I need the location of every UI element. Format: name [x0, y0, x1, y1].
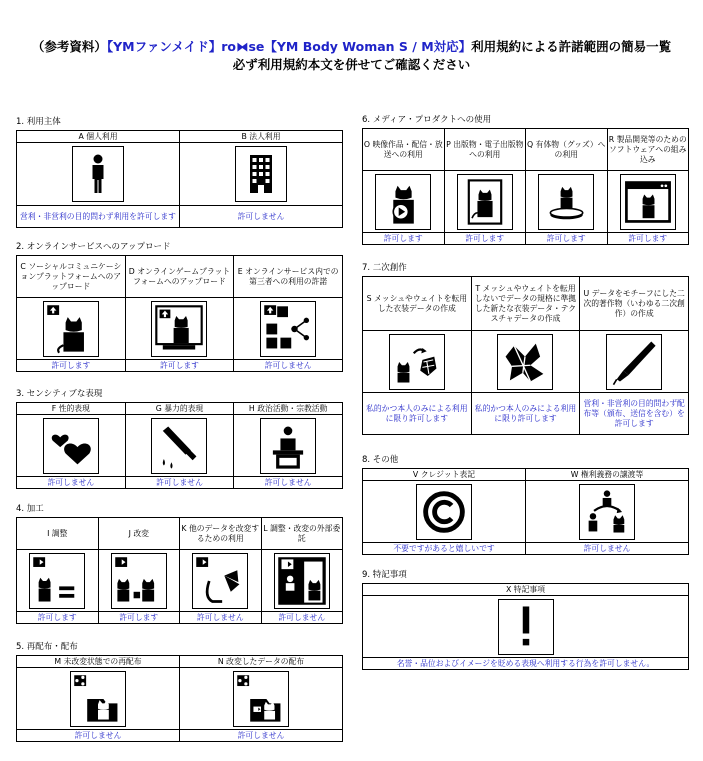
podium-icon: [260, 418, 316, 474]
upload-cat-icon: [43, 301, 99, 357]
item-head: E オンラインサービス内での第三者への利用の許諾: [234, 256, 343, 298]
item-foot: 許可しません: [17, 477, 126, 489]
section-label: 8. その他: [362, 455, 399, 465]
item-foot: 許可しません: [526, 543, 689, 555]
item-foot: 営利・非営利の目的問わず利用を許可します: [17, 206, 180, 228]
item-foot: 許可しません: [125, 477, 234, 489]
exclamation-icon: [498, 599, 554, 655]
item-foot: 許可します: [98, 612, 180, 624]
item-foot: 許可しません: [180, 730, 343, 742]
item-head: W 権利義務の譲渡等: [526, 469, 689, 481]
item-head: K 他のデータを改変するための利用: [180, 518, 262, 550]
distribute-modified-icon: [233, 671, 289, 727]
item-foot: 許可しません: [261, 612, 343, 624]
section-label: 1. 利用主体: [16, 117, 61, 127]
item-head: G 暴力的表現: [125, 403, 234, 415]
item-head: P 出版物・電子出版物への利用: [444, 129, 526, 171]
section-label: 5. 再配布・配布: [16, 642, 78, 652]
building-icon: [235, 146, 287, 202]
item-head: T メッシュやウェイトを転用しないでデータの規格に準拠した新たな衣装データ・テクスチャデータの作成: [471, 277, 580, 331]
person-icon: [72, 146, 124, 202]
item-foot: 私的かつ本人のみによる利用に限り許可します: [363, 393, 472, 435]
adjust-icon: [29, 553, 85, 609]
item-foot: 許可します: [363, 233, 445, 245]
item-head: L 調整・改変の外部委託: [261, 518, 343, 550]
goods-icon: [538, 174, 594, 230]
item-foot: 営利・非営利の目的問わず配布等（頒布、送信を含む）を許可します: [580, 393, 689, 435]
item-foot: 不要ですがあると嬉しいです: [363, 543, 526, 555]
item-head: B 法人利用: [180, 131, 343, 143]
permission-table: [16, 517, 343, 624]
section-media: [362, 115, 689, 245]
item-foot: 許可します: [17, 360, 126, 372]
item-foot: 許可します: [607, 233, 689, 245]
section-redistribution: [16, 642, 343, 742]
item-foot: 許可しません: [180, 206, 343, 228]
item-foot: 名誉・品位およびイメージを貶める表現へ利用する行為を許可しません。: [363, 658, 689, 670]
title-prefix: （参考資料）: [31, 39, 107, 54]
item-head: H 政治活動・宗教活動: [234, 403, 343, 415]
item-head: X 特記事項: [363, 584, 689, 596]
permission-table: [16, 655, 343, 742]
section-other: [362, 455, 689, 555]
reuse-parts-icon: [192, 553, 248, 609]
permission-table: [16, 402, 343, 489]
item-head: R 製品開発等のためのソフトウェアへの組み込み: [607, 129, 689, 171]
item-head: U データをモチーフにした二次的著作物（いわゆる二次創作）の作成: [580, 277, 689, 331]
redistribute-icon: [70, 671, 126, 727]
share-network-icon: [260, 301, 316, 357]
knife-icon: [151, 418, 207, 474]
permission-table: [362, 583, 689, 670]
item-head: F 性的表現: [17, 403, 126, 415]
section-label: 7. 二次創作: [362, 263, 407, 273]
item-head: Q 有体物（グッズ）への利用: [526, 129, 608, 171]
item-head: I 調整: [17, 518, 99, 550]
section-sensitive: [16, 389, 343, 489]
item-foot: 許可します: [125, 360, 234, 372]
section-online-upload: [16, 242, 343, 372]
new-costume-icon: [497, 334, 553, 390]
title-notice: 必ず利用規約本文を併せてご確認ください: [232, 57, 471, 72]
item-foot: 許可します: [17, 612, 99, 624]
outsource-icon: [274, 553, 330, 609]
item-foot: 私的かつ本人のみによる利用に限り許可します: [471, 393, 580, 435]
section-usage-subject: [16, 117, 343, 228]
item-head: C ソーシャルコミュニケーションプラットフォームへのアップロード: [17, 256, 126, 298]
section-special-notes: [362, 570, 689, 670]
item-foot: 許可します: [444, 233, 526, 245]
item-head: N 改変したデータの配布: [180, 656, 343, 668]
section-processing: [16, 504, 343, 624]
section-derivative: [362, 263, 689, 435]
item-head: M 未改変状態での再配布: [17, 656, 180, 668]
section-label: 4. 加工: [16, 504, 44, 514]
section-label: 9. 特記事項: [362, 570, 407, 580]
mesh-transfer-icon: [389, 334, 445, 390]
section-label: 3. センシティブな表現: [16, 389, 103, 399]
permission-table: [16, 255, 343, 372]
item-head: O 映像作品・配信・放送への利用: [363, 129, 445, 171]
copyright-icon: [416, 484, 472, 540]
section-label: 6. メディア・プロダクトへの使用: [362, 115, 492, 125]
software-icon: [620, 174, 676, 230]
item-foot: 許可しません: [234, 477, 343, 489]
permission-table: [16, 130, 343, 228]
section-label: 2. オンラインサービスへのアップロード: [16, 242, 171, 252]
title-product: 【YMファンメイド】ro⧓se【YM Body Woman S / M対応】: [106, 39, 472, 54]
item-head: J 改変: [98, 518, 180, 550]
item-head: D オンラインゲームプラットフォームへのアップロード: [125, 256, 234, 298]
game-upload-icon: [151, 301, 207, 357]
permission-table: [362, 128, 689, 245]
pen-icon: [606, 334, 662, 390]
document-title: [20, 38, 683, 74]
item-head: V クレジット表記: [363, 469, 526, 481]
item-foot: 許可しません: [180, 612, 262, 624]
title-suffix: 利用規約による許諾範囲の簡易一覧: [471, 39, 672, 54]
modify-icon: [111, 553, 167, 609]
item-foot: 許可します: [526, 233, 608, 245]
transfer-icon: [579, 484, 635, 540]
video-icon: [375, 174, 431, 230]
item-foot: 許可しません: [17, 730, 180, 742]
permission-table: [362, 468, 689, 555]
publication-icon: [457, 174, 513, 230]
item-foot: 許可しません: [234, 360, 343, 372]
hearts-icon: [43, 418, 99, 474]
item-head: A 個人利用: [17, 131, 180, 143]
permission-table: [362, 276, 689, 435]
item-head: S メッシュやウェイトを転用した衣装データの作成: [363, 277, 472, 331]
